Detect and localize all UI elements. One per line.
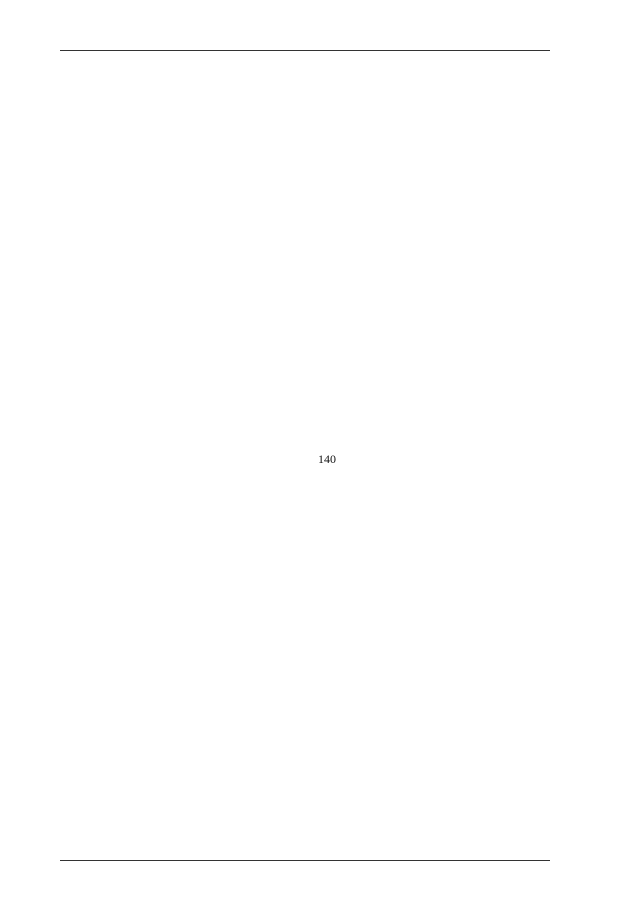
page-number: 140: [318, 452, 336, 466]
table-bottom-rule: [60, 860, 550, 861]
table-top-rule: [60, 50, 550, 51]
